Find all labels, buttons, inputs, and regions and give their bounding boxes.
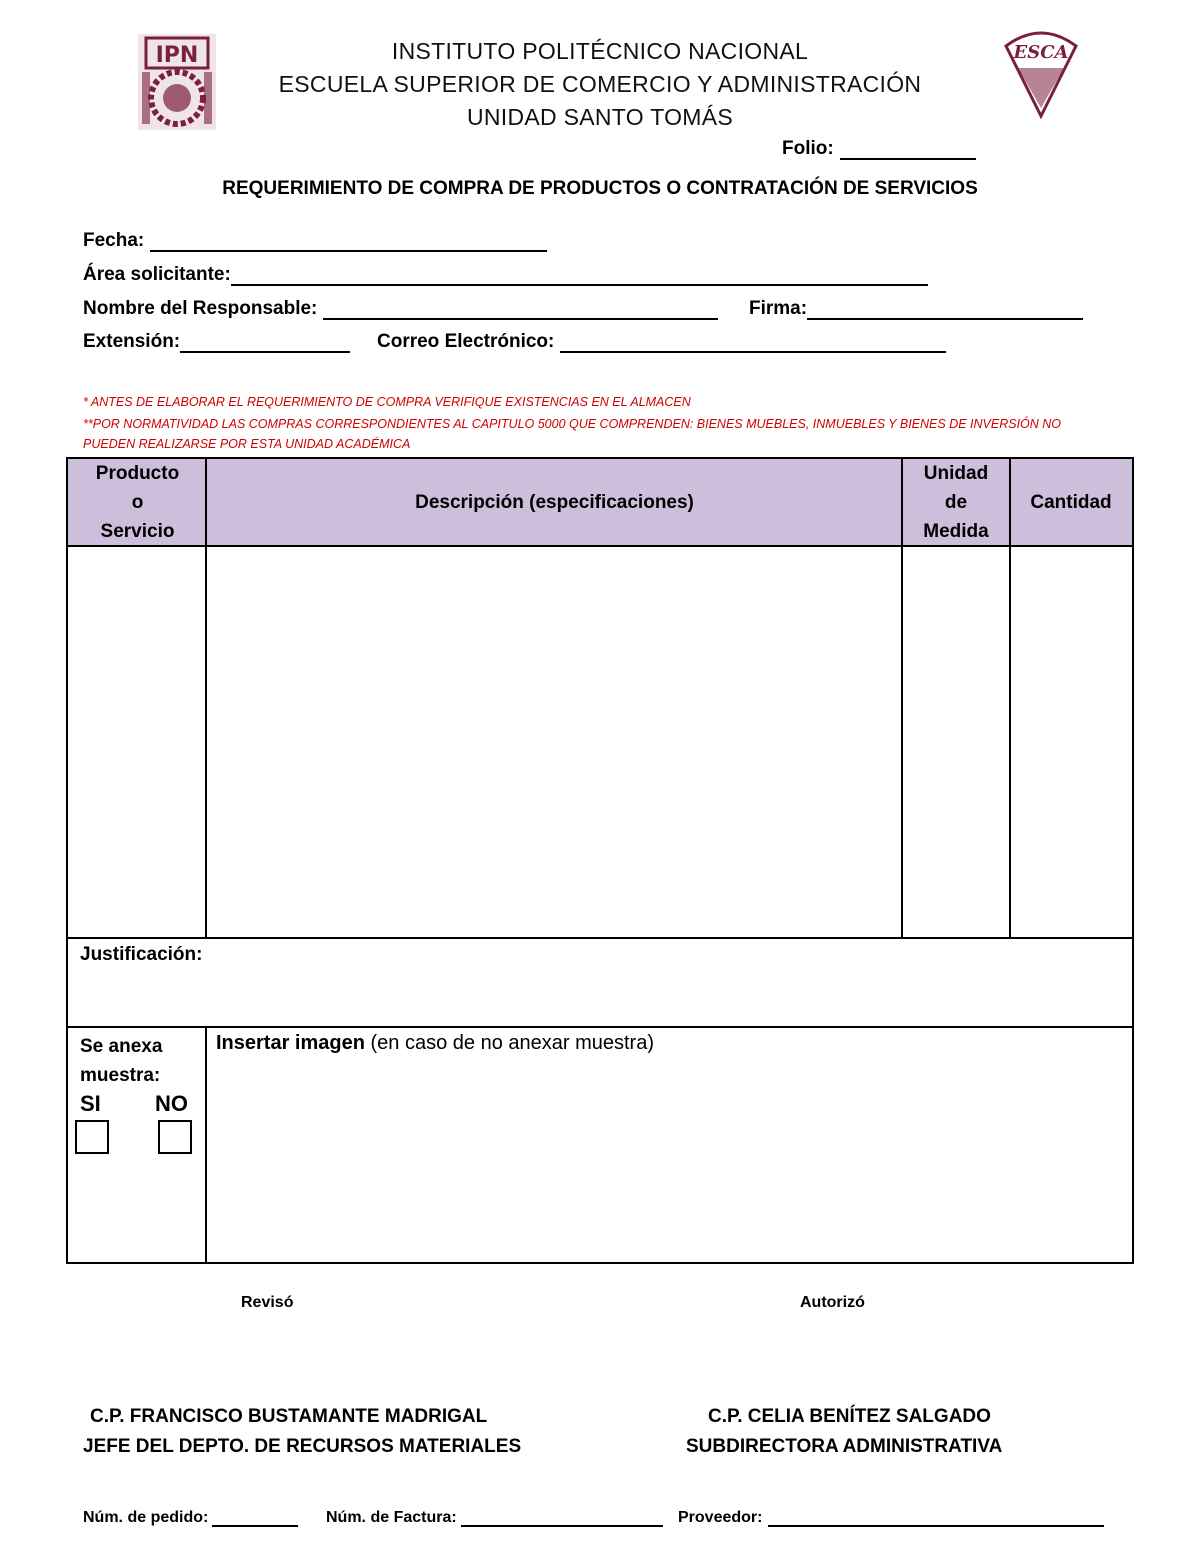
factura-label: Núm. de Factura: (326, 1509, 457, 1526)
right-signer-role: SUBDIRECTORA ADMINISTRATIVA (686, 1436, 1003, 1457)
folio-input-line[interactable] (840, 140, 976, 160)
correo-label: Correo Electrónico: (377, 331, 555, 352)
pedido-input-line[interactable] (212, 1510, 298, 1527)
pedido-label: Núm. de pedido: (83, 1509, 209, 1526)
fecha-input-line[interactable] (150, 232, 547, 252)
justificacion-label: Justificación: (80, 944, 203, 965)
extension-field (83, 331, 350, 353)
correo-input-line[interactable] (560, 333, 946, 353)
firma-input-line[interactable] (807, 300, 1083, 320)
notes-block (83, 391, 1123, 455)
header-producto-line1: Producto (95, 463, 180, 484)
cell-producto[interactable] (68, 547, 205, 937)
anexa-label-line2: muestra: (80, 1065, 161, 1086)
ipn-logo (136, 32, 218, 132)
document-title: REQUERIMIENTO DE COMPRA DE PRODUCTOS O CONTRATACIÓN DE SERVICIOS (222, 178, 978, 199)
cell-unidad[interactable] (903, 547, 1009, 937)
firma-field (749, 298, 1083, 320)
anexa-label-line1: Se anexa (80, 1036, 163, 1057)
autorizo-label: Autorizó (800, 1294, 865, 1311)
header-unidad (902, 459, 1010, 546)
left-signer-name: C.P. FRANCISCO BUSTAMANTE MADRIGAL (90, 1406, 488, 1427)
justificacion-bottom-rule (68, 1026, 1132, 1028)
header-unidad-line1: Unidad (923, 463, 989, 484)
note-normatividad-line2: PUEDEN REALIZARSE POR ESTA UNIDAD ACADÉMICA (83, 437, 411, 451)
folio-field (782, 138, 976, 160)
area-field (83, 264, 928, 286)
esca-logo (1000, 24, 1082, 120)
header-producto (68, 459, 207, 546)
no-checkbox[interactable] (158, 1120, 192, 1154)
institution-name: INSTITUTO POLITÉCNICO NACIONAL (391, 38, 809, 64)
image-insert-area[interactable] (208, 1069, 1128, 1259)
responsable-field (83, 298, 718, 320)
proveedor-field (678, 1509, 1104, 1527)
school-name: ESCUELA SUPERIOR DE COMERCIO Y ADMINISTRACIÓN (278, 71, 922, 97)
correo-field (377, 331, 946, 353)
factura-input-line[interactable] (461, 1510, 663, 1527)
si-label: SI (80, 1091, 101, 1116)
responsable-label: Nombre del Responsable: (83, 298, 318, 319)
header-descripcion: Descripción (especificaciones) (207, 459, 902, 546)
extension-label: Extensión: (83, 331, 181, 352)
header-producto-line3: Servicio (100, 521, 175, 542)
proveedor-input-line[interactable] (768, 1510, 1104, 1527)
pedido-field (83, 1509, 298, 1527)
left-signer-role: JEFE DEL DEPTO. DE RECURSOS MATERIALES (83, 1436, 522, 1457)
header-unidad-line3: Medida (923, 521, 989, 542)
anexa-label (80, 1032, 162, 1090)
fecha-label: Fecha: (83, 230, 145, 251)
requirements-table (66, 457, 1134, 1264)
justificacion-input[interactable] (218, 939, 1118, 1025)
note-normatividad-line1: **POR NORMATIVIDAD LAS COMPRAS CORRESPONDIENTES AL CAPITULO 5000 QUE COMPRENDEN: BIENES MUEBLES, INMUEBLES Y BIENES DE INVERSIÓN NO (83, 417, 1062, 431)
fecha-field (83, 230, 547, 252)
cell-descripcion[interactable] (207, 547, 901, 937)
cell-cantidad[interactable] (1011, 547, 1132, 937)
ipn-logo-text: IPN (155, 43, 199, 68)
area-input-line[interactable] (231, 266, 928, 286)
reviso-label: Revisó (241, 1294, 294, 1311)
unit-name: UNIDAD SANTO TOMÁS (466, 104, 734, 130)
responsable-input-line[interactable] (323, 300, 718, 320)
note-existencias: * ANTES DE ELABORAR EL REQUERIMIENTO DE COMPRA VERIFIQUE EXISTENCIAS EN EL ALMACEN (83, 395, 691, 409)
folio-label: Folio: (782, 138, 834, 159)
col-rule-anexa (205, 1026, 207, 1262)
header-producto-line2: o (131, 492, 144, 513)
proveedor-label: Proveedor: (678, 1509, 763, 1526)
factura-field (326, 1509, 663, 1527)
firma-label: Firma: (749, 298, 808, 319)
extension-input-line[interactable] (180, 333, 350, 353)
right-signer-name: C.P. CELIA BENÍTEZ SALGADO (708, 1406, 991, 1427)
no-label: NO (155, 1091, 188, 1116)
insertar-imagen-text (216, 1032, 654, 1055)
header-cantidad: Cantidad (1010, 459, 1132, 546)
area-label: Área solicitante: (83, 264, 231, 285)
esca-logo-text: ESCA (1013, 42, 1069, 63)
header-unidad-line2: de (944, 492, 968, 513)
insertar-imagen-bold: Insertar imagen (216, 1032, 365, 1054)
insertar-imagen-note: (en caso de no anexar muestra) (364, 1032, 654, 1054)
si-checkbox[interactable] (75, 1120, 109, 1154)
